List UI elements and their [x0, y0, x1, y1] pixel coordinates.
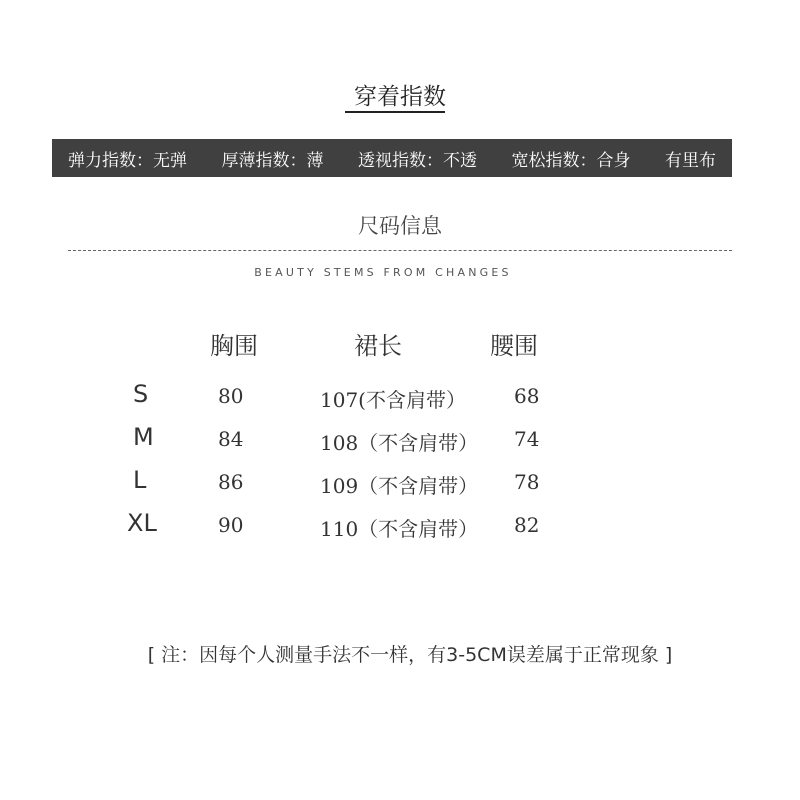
- waist-value: 78: [514, 470, 540, 494]
- size-info-title: 尺码信息: [358, 214, 442, 238]
- waist-value: 74: [514, 427, 540, 451]
- size-label: XL: [127, 509, 157, 537]
- title-underline: [345, 111, 445, 113]
- bust-value: 80: [218, 384, 244, 408]
- thickness-attribute: 厚薄指数：薄: [221, 150, 324, 171]
- transparency-attribute: 透视指数：不透: [358, 150, 477, 171]
- header-bust: 胸围: [210, 332, 258, 360]
- bust-value: 90: [218, 513, 244, 537]
- waist-value: 82: [514, 513, 540, 537]
- header-length: 裙长: [354, 332, 402, 360]
- size-label: L: [133, 466, 147, 494]
- waist-value: 68: [514, 384, 540, 408]
- slogan: BEAUTY STEMS FROM CHANGES: [254, 266, 512, 279]
- bust-value: 84: [218, 427, 244, 451]
- length-value: 107(不含肩带）: [320, 388, 466, 412]
- length-value: 109（不含肩带）: [320, 474, 479, 498]
- size-label: M: [133, 423, 154, 451]
- size-label: S: [133, 380, 149, 408]
- length-value: 110（不含肩带）: [320, 517, 479, 541]
- header-waist: 腰围: [490, 332, 538, 360]
- wear-index-title: 穿着指数: [354, 84, 446, 110]
- length-value: 108（不含肩带）: [320, 431, 479, 455]
- bust-value: 86: [218, 470, 244, 494]
- dashed-divider: [68, 250, 732, 251]
- wear-attributes-bar: [52, 139, 732, 177]
- lining-attribute: 有里布: [665, 150, 716, 171]
- fit-attribute: 宽松指数：合身: [511, 150, 631, 171]
- elasticity-attribute: 弹力指数：无弹: [68, 150, 187, 171]
- measurement-note: [ 注：因每个人测量手法不一样，有3-5CM误差属于正常现象 ]: [147, 644, 673, 666]
